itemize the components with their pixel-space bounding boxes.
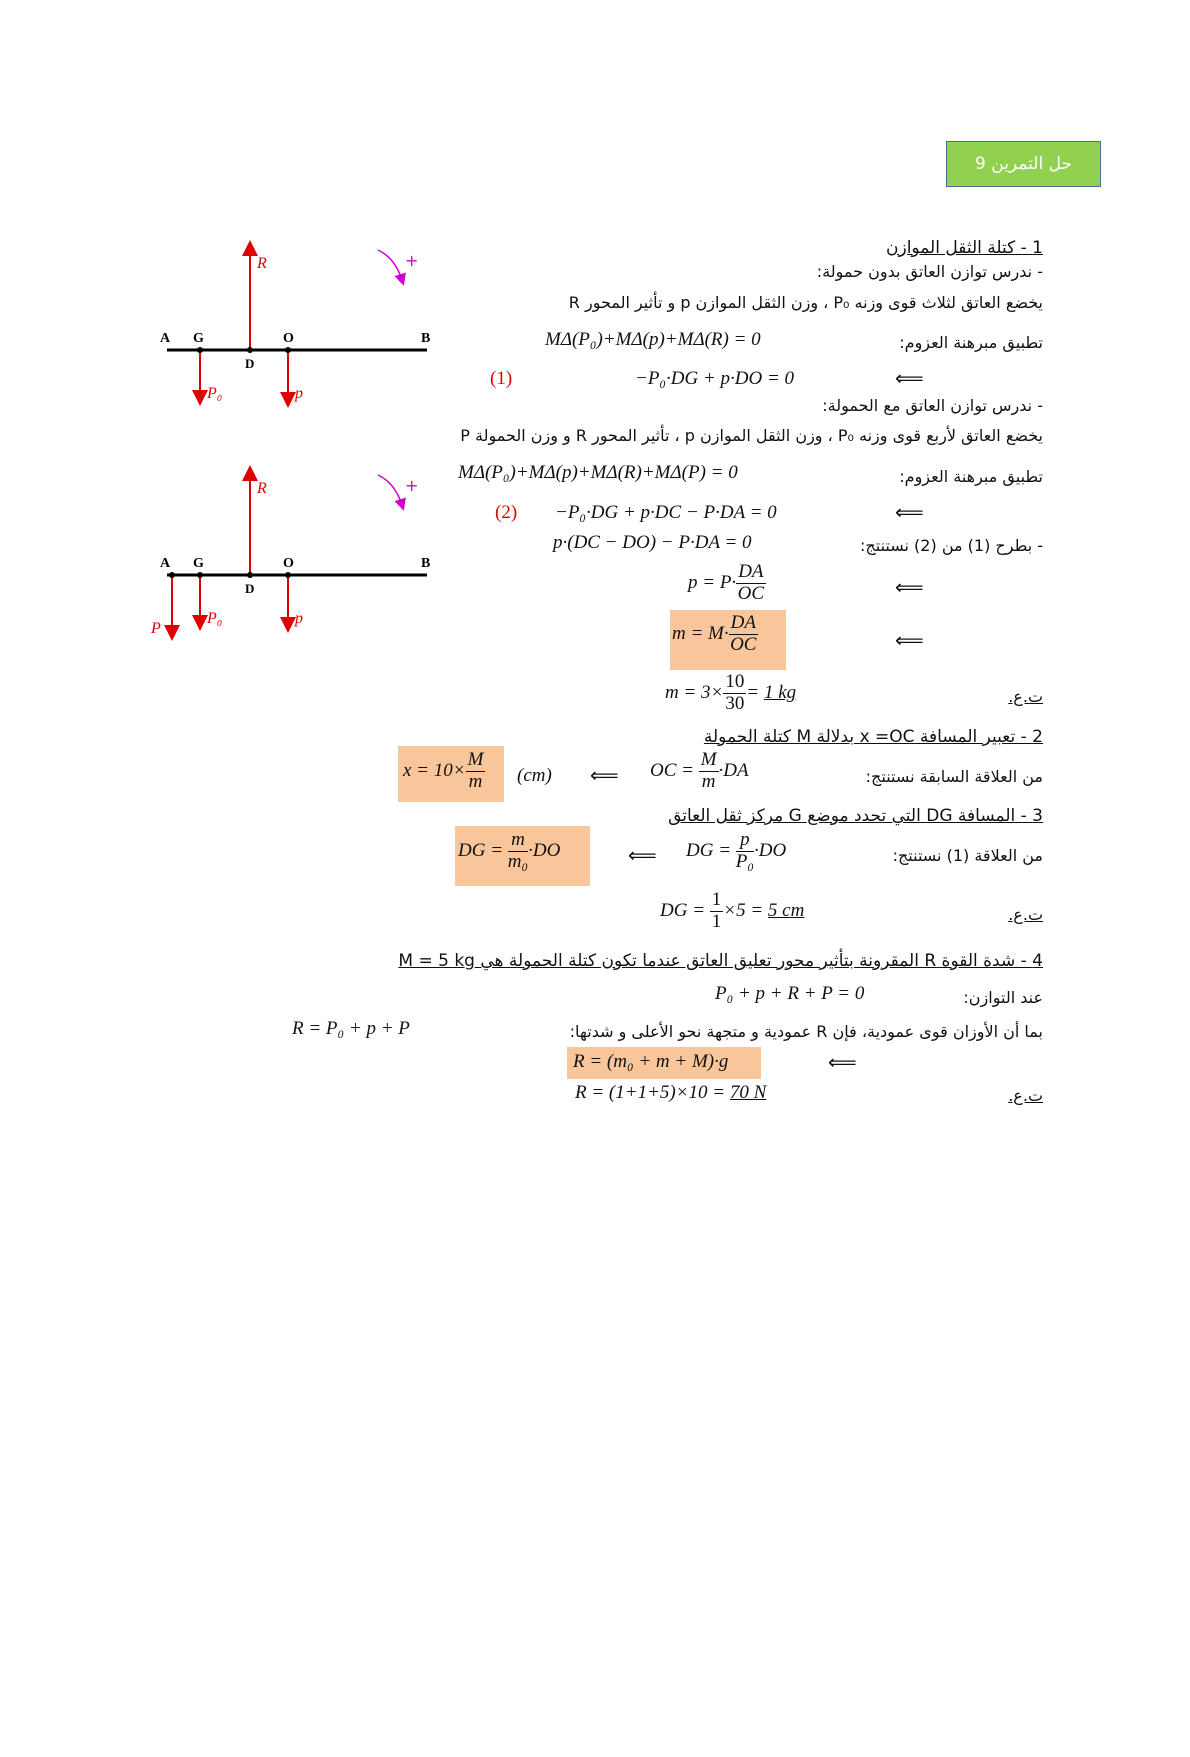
eq-dg-numeric [660,890,804,933]
label-r: R [257,255,267,272]
eq-dg-num-eq: ×5 = [723,899,768,921]
s2-from: من العلاقة السابقة نستنتج: [865,767,1043,786]
eq-2-tag: (2) [495,502,518,523]
eq-m-num-left: m = 3× [665,681,724,703]
s1-forces1: يخضع العاتق لثلاث قوى وزنه P₀ ، وزن الثقل الموازن p و تأثير المحور R [568,293,1043,312]
label-p0: P₀ [207,385,223,402]
section-2-heading: 2 - تعبير المسافة x =OC بدلالة M كتلة الحمولة [703,727,1043,747]
numeric-label: ت.ع. [1008,905,1043,924]
s1-moment-label-2: تطبيق مبرهنة العزوم: [899,467,1043,486]
result-m: 1 kg [763,681,797,703]
frac-den: m [468,770,483,792]
frac-num: 1 [711,889,722,910]
positive-sense-label: + [405,476,419,495]
implies-arrow: ⟸ [828,1050,857,1074]
implies-arrow: ⟸ [895,575,924,599]
implies-arrow: ⟸ [895,366,924,390]
frac-num: 10 [725,671,745,692]
eq-1-tag: (1) [490,368,513,389]
eq-r-numeric [575,1082,766,1104]
result-dg: 5 cm [767,899,805,921]
s3-from: من العلاقة (1) نستنتج: [892,846,1043,865]
eq-oc [650,750,749,793]
s1-sub1: - ندرس توازن العاتق بدون حمولة: [816,262,1043,281]
eq-x-formula [403,750,485,793]
eq-m-formula [672,613,758,656]
eq-dg-num-left: DG = [660,899,710,921]
label-b: B [421,331,431,346]
eq-oc-left: OC = [650,759,699,781]
label-load: P [151,620,161,637]
eq-x-left: x = 10× [403,759,466,781]
label-r: R [257,480,267,497]
eq-oc-right: ·DA [718,759,749,781]
label-g: G [193,556,204,571]
s1-subtract: - بطرح (1) من (2) نستنتج: [860,536,1043,555]
eq-p-left: p = P· [688,571,737,593]
page-title: حل التمرين 9 [946,141,1101,187]
frac-den: m [701,770,716,792]
implies-arrow: ⟸ [628,843,657,867]
frac-den: OC [730,633,757,655]
label-d: D [245,356,255,371]
frac-den: 30 [725,692,745,714]
label-b: B [421,556,431,571]
unit-cm: (cm) [517,765,552,786]
eq-r-sum: R = P₀ + p + P [292,1018,410,1039]
s1-sub2: - ندرس توازن العاتق مع الحمولة: [822,396,1043,415]
label-a: A [160,556,171,571]
frac-den: OC [737,582,765,604]
label-p: p [295,610,303,627]
eq-dg-formula [458,830,560,873]
eq-subtract: p·(DC − DO) − P·DA = 0 [553,532,752,553]
frac-den: P₀ [735,850,754,872]
eq-p-expression [688,562,766,605]
frac-num: DA [730,612,756,633]
numeric-label: ت.ع. [1008,1086,1043,1105]
eq-r-num-left: R = (1+1+5)×10 = [575,1082,730,1103]
label-g: G [193,331,204,346]
diagram-with-load [145,465,445,645]
s1-moment-label-1: تطبيق مبرهنة العزوم: [899,333,1043,352]
numeric-label: ت.ع. [1008,687,1043,706]
s4-since: بما أن الأوزان قوى عمودية، فإن R عمودية و متجهة نحو الأعلى و شدتها: [569,1022,1043,1041]
eq-1: −P₀·DG + p·DO = 0 [635,368,795,389]
eq-2: −P₀·DG + p·DC − P·DA = 0 [555,502,777,523]
label-p0: P₀ [207,610,223,627]
frac-den: 1 [711,910,722,932]
diagram-without-load [155,240,445,415]
s4-eq-label: عند التوازن: [963,988,1043,1007]
implies-arrow: ⟸ [895,500,924,524]
eq-equilibrium: P₀ + p + R + P = 0 [715,983,865,1004]
eq-dg [686,830,786,873]
frac-num: m [508,830,528,852]
label-d: D [245,581,255,596]
eq-m-num-eq: = [746,681,764,703]
eq-moments-1: MΔ(P₀)+MΔ(p)+MΔ(R) = 0 [545,329,761,350]
frac-den: m₀ [507,850,529,872]
label-a: A [160,331,171,346]
eq-m-left: m = M· [672,622,729,644]
section-4-heading: 4 - شدة القوة R المقرونة بتأثير محور تعليق العاتق عندما تكون كتلة الحمولة هي M = 5 kg [398,951,1043,971]
frac-num: M [467,749,484,770]
implies-arrow: ⟸ [590,763,619,787]
eq-dg-box-left: DG = [458,839,508,861]
label-p: p [295,385,303,402]
label-o: O [283,556,294,571]
eq-moments-2: MΔ(P₀)+MΔ(p)+MΔ(R)+MΔ(P) = 0 [458,462,738,483]
eq-r-formula: R = (m₀ + m + M)·g [573,1051,729,1072]
frac-num: M [700,749,717,770]
section-3-heading: 3 - المسافة DG التي تحدد موضع G مركز ثقل العاتق [668,806,1043,826]
eq-dg-right: ·DO [753,839,787,861]
result-r: 70 N [729,1082,767,1103]
s1-forces2: يخضع العاتق لأربع قوى وزنه P₀ ، وزن الثقل الموازن p ، تأثير المحور R و وزن الحمولة P [460,426,1043,445]
frac-num: DA [738,561,764,582]
section-1-heading: 1 - كتلة الثقل الموازن [886,238,1043,258]
eq-dg-left: DG = [686,839,736,861]
label-o: O [283,331,294,346]
eq-m-numeric [665,672,796,715]
positive-sense-label: + [405,251,419,270]
frac-num: p [736,830,754,852]
implies-arrow: ⟸ [895,628,924,652]
eq-dg-box-right: ·DO [528,839,561,861]
